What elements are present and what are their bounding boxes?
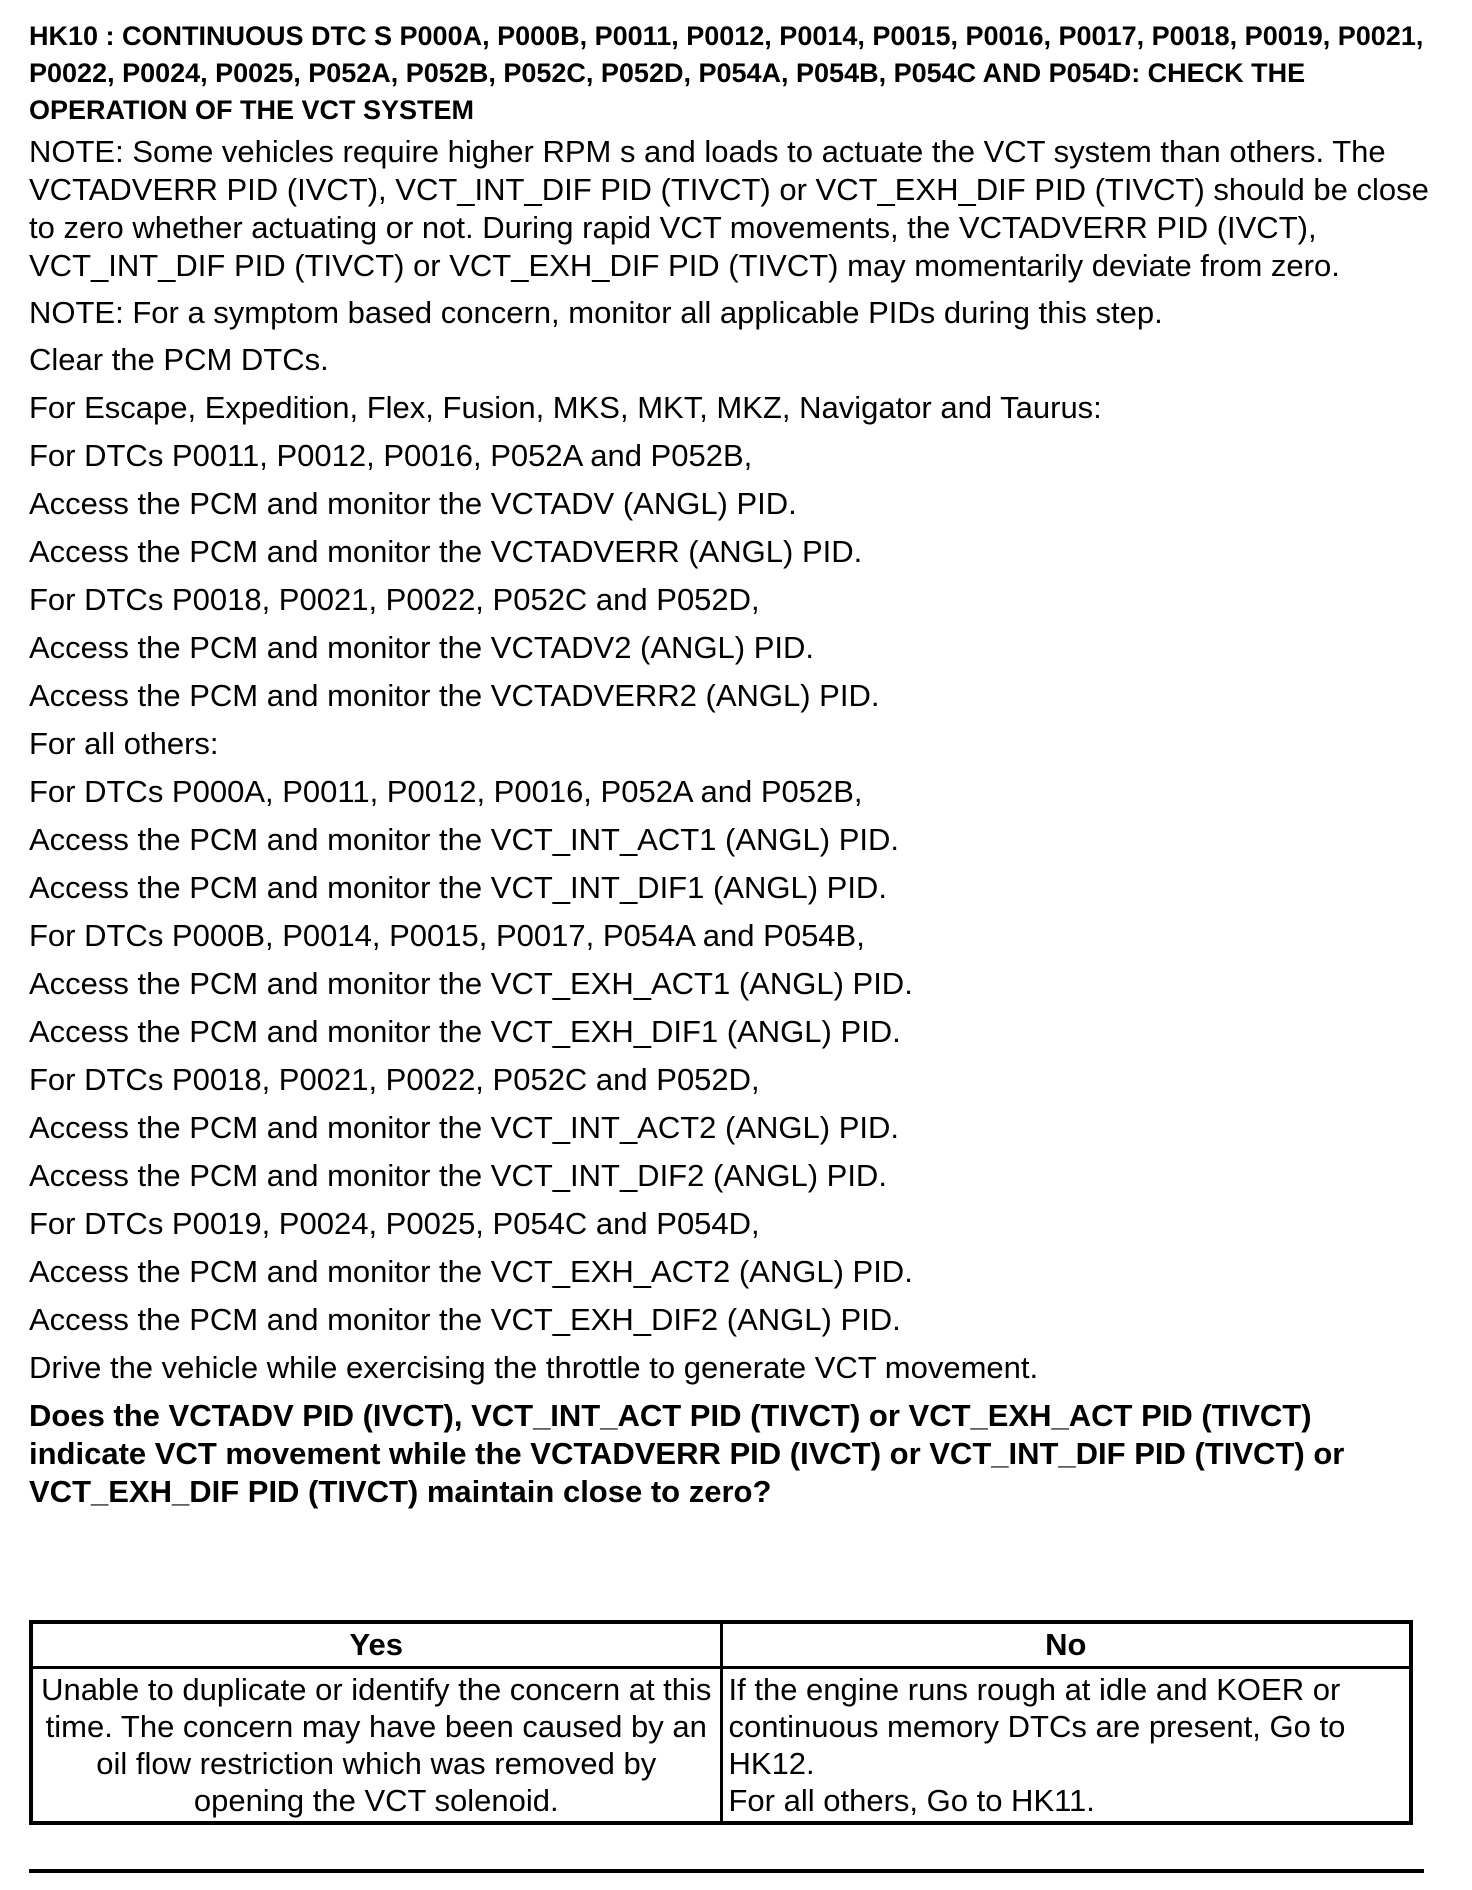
step-line: Access the PCM and monitor the VCTADVERR2 (ANGL) PID.	[29, 678, 880, 713]
step-line: For DTCs P0018, P0021, P0022, P052C and P052D,	[29, 1062, 760, 1097]
step-line: Access the PCM and monitor the VCTADV2 (ANGL) PID.	[29, 630, 815, 665]
step-line: Access the PCM and monitor the VCT_EXH_DIF2 (ANGL) PID.	[29, 1302, 901, 1337]
no-cell-line: If the engine runs rough at idle and KOER or continuous memory DTCs are present, Go to HK12.	[728, 1672, 1346, 1781]
document-body	[29, 18, 1429, 1511]
table-header-row	[31, 1622, 1411, 1668]
step-line: Access the PCM and monitor the VCT_INT_DIF2 (ANGL) PID.	[29, 1158, 887, 1193]
step-line: For DTCs P0011, P0012, P0016, P052A and P052B,	[29, 438, 753, 473]
step-line: For all others:	[29, 726, 219, 761]
step-line: Access the PCM and monitor the VCT_EXH_DIF1 (ANGL) PID.	[29, 1014, 901, 1049]
step-heading: HK10 : CONTINUOUS DTC S P000A, P000B, P0011, P0012, P0014, P0015, P0016, P0017, P0018, P0019, P0021, P0022, P0024, P0025, P052A, P052B, P052C, P052D, P054A, P054B, P054C AND P054D: CHECK THE OPERATION OF THE VCT SYSTEM	[29, 21, 1424, 125]
question-text: Does the VCTADV PID (IVCT), VCT_INT_ACT PID (TIVCT) or VCT_EXH_ACT PID (TIVCT) indicate VCT movement while the VCTADVERR PID (IVCT) or VCT_INT_DIF PID (TIVCT) or VCT_EXH_DIF PID (TIVCT) maintain close to zero?	[29, 1398, 1345, 1509]
step-line: For DTCs P000A, P0011, P0012, P0016, P052A and P052B,	[29, 774, 863, 809]
note-paragraph: NOTE: For a symptom based concern, monitor all applicable PIDs during this step.	[29, 295, 1163, 330]
yes-no-table	[29, 1620, 1413, 1825]
yes-header: Yes	[31, 1622, 721, 1668]
step-line: Access the PCM and monitor the VCT_EXH_ACT1 (ANGL) PID.	[29, 966, 913, 1001]
step-line: For DTCs P0018, P0021, P0022, P052C and P052D,	[29, 582, 760, 617]
table-row	[31, 1668, 1411, 1824]
step-line: Access the PCM and monitor the VCT_INT_ACT1 (ANGL) PID.	[29, 822, 899, 857]
step-line: Access the PCM and monitor the VCT_INT_ACT2 (ANGL) PID.	[29, 1110, 899, 1145]
step-line: Access the PCM and monitor the VCTADV (ANGL) PID.	[29, 486, 797, 521]
step-line: Access the PCM and monitor the VCTADVERR (ANGL) PID.	[29, 534, 863, 569]
step-line: For Escape, Expedition, Flex, Fusion, MKS, MKT, MKZ, Navigator and Taurus:	[29, 390, 1102, 425]
bottom-rule	[29, 1869, 1424, 1873]
step-line: For DTCs P0019, P0024, P0025, P054C and P054D,	[29, 1206, 760, 1241]
note-paragraph: NOTE: Some vehicles require higher RPM s and loads to actuate the VCT system than others. The VCTADVERR PID (IVCT), VCT_INT_DIF PID (TIVCT) or VCT_EXH_DIF PID (TIVCT) should be close to zero whether actuating or not. During rapid VCT movements, the VCTADVERR PID (IVCT), VCT_INT_DIF PID (TIVCT) or VCT_EXH_DIF PID (TIVCT) may momentarily deviate from zero.	[29, 134, 1429, 283]
step-line: Access the PCM and monitor the VCT_INT_DIF1 (ANGL) PID.	[29, 870, 887, 905]
no-cell	[721, 1668, 1411, 1824]
no-cell-line: For all others, Go to HK11.	[728, 1783, 1095, 1818]
no-header: No	[721, 1622, 1411, 1668]
step-line: Clear the PCM DTCs.	[29, 342, 329, 377]
yes-cell: Unable to duplicate or identify the concern at this time. The concern may have been caused by an oil flow restriction which was removed by opening the VCT solenoid.	[31, 1668, 721, 1824]
step-line: For DTCs P000B, P0014, P0015, P0017, P054A and P054B,	[29, 918, 865, 953]
step-line: Drive the vehicle while exercising the throttle to generate VCT movement.	[29, 1350, 1039, 1385]
step-line: Access the PCM and monitor the VCT_EXH_ACT2 (ANGL) PID.	[29, 1254, 913, 1289]
